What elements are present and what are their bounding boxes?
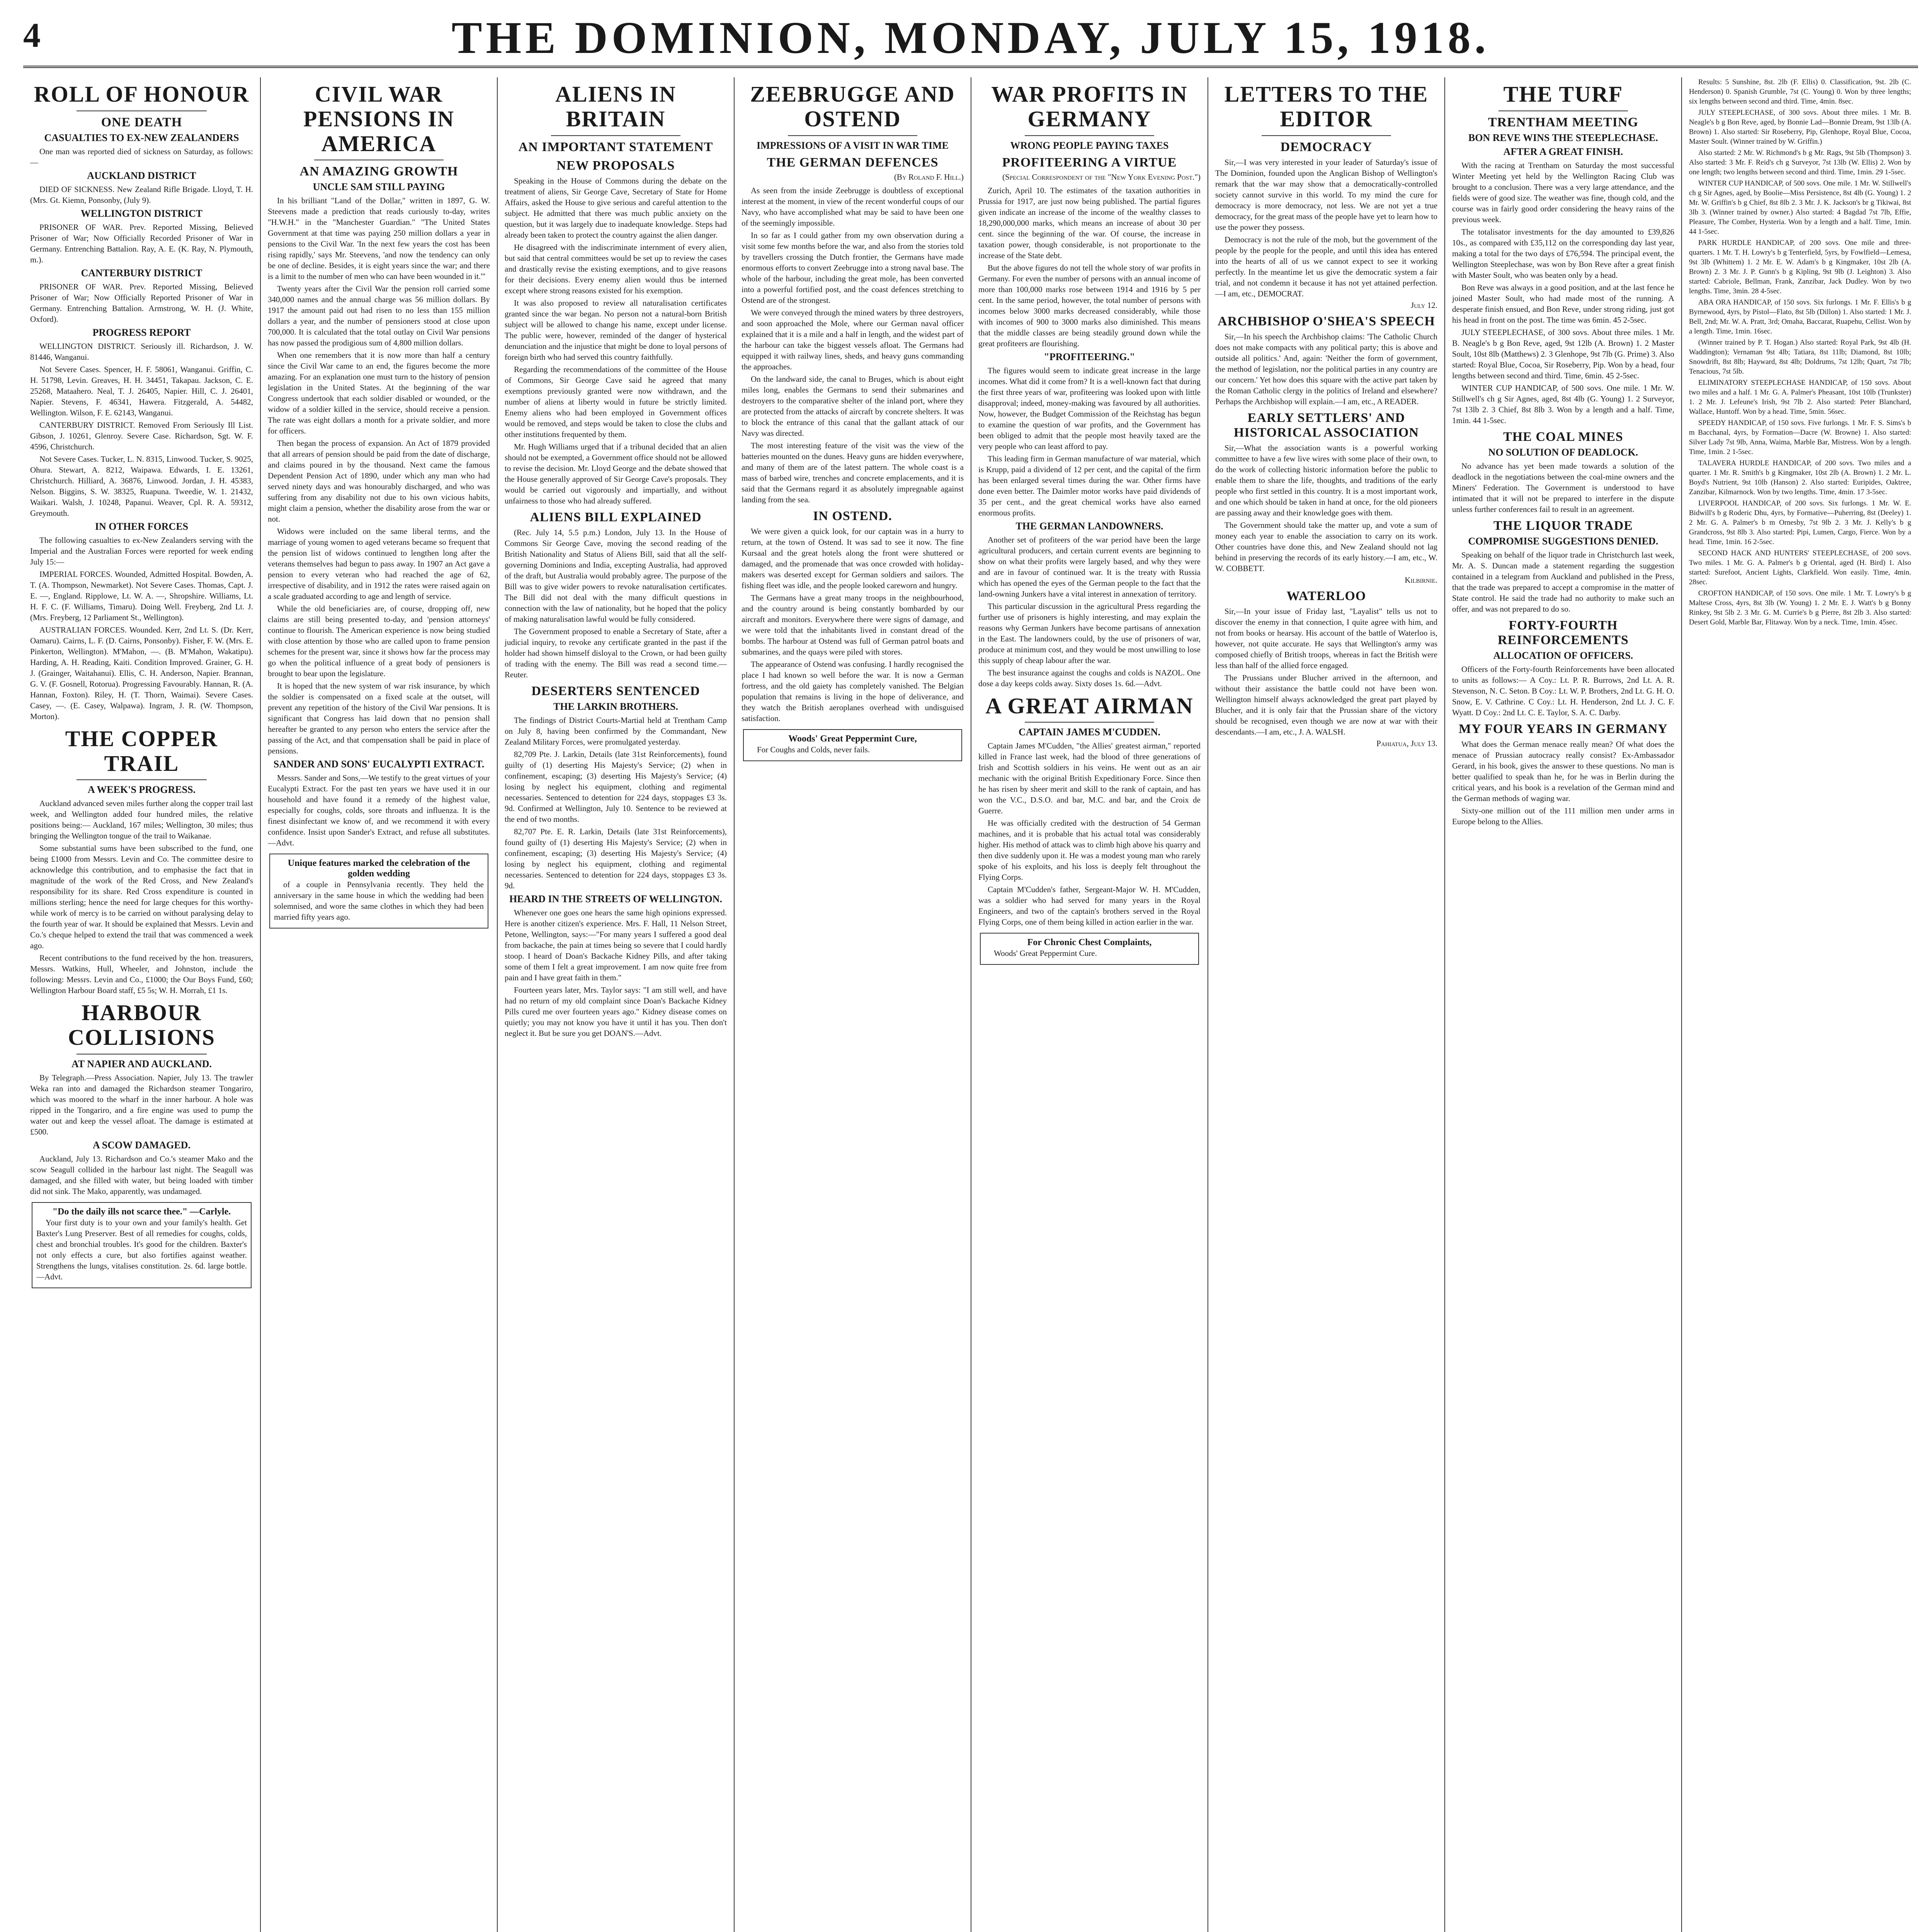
article-paragraph: Sir,—In his speech the Archbishop claims: 'The Catholic Church does not make compacts with any political party; this is above and outside all politics.' And, again: 'Neither the form of government, the method of legislation, nor the political parties in any country are our concern.' Yet how does this square with the active part taken by the Roman Catholic clergy in the politics of Ireland and elsewhere? Perhaps the Archbishop will explain.—I am, etc., A READER. [1215,332,1437,406]
headline-rule [551,135,680,136]
article-section-heading: WRONG PEOPLE PAYING TAXES [1010,139,1169,151]
advertisement [980,933,1199,965]
article-paragraph: Sir,—I was very interested in your leader of Saturday's issue of The Dominion, founded upon the Anglican Bishop of Wellington's remark that the war may show that a democratically-controlled society cannot survive in this world. To my mind the cure for democracy is more democracy, not less. We are not yet a true democracy, for the great mass of the people have yet to learn how to use the power they possess. [1215,157,1437,232]
article-paragraph: Then began the process of expansion. An Act of 1879 provided that all arrears of pension should be paid from the date of discharge, and claims poured in by the thousand. Next came the famous Dependent Pension Act of 1890, under which any man who had served ninety days and was honourably discharged, and who was suffering from any disability not due to his own vicious habits, might claim a pension, whether the disability arose from the war or not. [268,439,490,524]
newspaper-columns [23,77,1918,1932]
article-paragraph: SECOND HACK AND HUNTERS' STEEPLECHASE, of 200 sovs. Two miles. 1 Mr. G. A. Palmer's b g Oriental, aged (H. Bird) 1. Also started: Surefoot, Ancient Lights, Clarkfield. Won easily. Time, 4min. 28sec. [1689,549,1911,586]
article-section-heading: PROGRESS REPORT [92,327,191,338]
article-subheading: DEMOCRACY [1280,139,1372,154]
article-paragraph: Also started: 2 Mr. W. Richmond's b g Mr. Rags, 9st 5lb (Thompson) 3. Also started: 3 Mr. F. Reid's ch g Surveyor, 7st 13lb (W. Ellis) 2. Won by one length; two lengths between second and third. Time, 1min. 29 1-5sec. [1689,149,1911,176]
newspaper-title: THE DOMINION, MONDAY, JULY 15, 1918. [451,12,1490,63]
article-paragraph: Speaking in the House of Commons during the debate on the treatment of aliens, Sir George Cave, Secretary of State for Home Affairs, asked the House to give serious and careful attention to the subject. He admitted that there was much public anxiety on the question, but it was largely due to inadequate knowledge. Steps had already been taken to protect the country against the alien danger. [505,176,727,240]
article-paragraph: We were conveyed through the mined waters by three destroyers, and soon approached the Mole, where our German naval officer explained that it is a mile and a half in length, and the widest part of the harbour can take the biggest vessels afloat. The Germans had equipped it with railway lines, sheds, and heavy guns commanding the approaches. [742,308,964,371]
article-paragraph: The following casualties to ex-New Zealanders serving with the Imperial and the Australian Forces were reported for week ending July 15:— [30,535,253,566]
article-paragraph: ELIMINATORY STEEPLECHASE HANDICAP, of 150 sovs. About two miles and a half. 1 Mr. G. A. Palmer's Pheasant, 10st 10lb (Trunkster) 1. 2 Mr. J. Lefeune's Irish, 9st 7lb 2. Also started: Peter Blanchard, Wallace, Huntoff. Won by a head. Time, 5min. 56sec. [1689,379,1911,416]
article-paragraph: The Government proposed to enable a Secretary of State, after a judicial inquiry, to revoke any certificate granted in the past if the holder had shown himself disloyal to the Crown, or had been guilty of trading with the enemy. The Bill was read a second time.—Reuter. [505,626,727,679]
advertisement-text: Your first duty is to your own and your family's health. Get Baxter's Lung Preserver. Best of all remedies for coughs, colds, chest and bronchial troubles. It's good for the children. Baxter's not only effects a cure, but also fortifies against weather. Strengthens the lungs, vitalises constitution. 2s. 6d. large bottle.—Advt. [36,1218,247,1281]
article-paragraph: As seen from the inside Zeebrugge is doubtless of exceptional interest at the moment, in view of the recent wonderful coups of our Navy, who have accomplished what may be said to have been one of the seemingly impossible. [742,185,964,228]
article-byline: July 12. [1411,300,1437,310]
article-headline: ALIENS IN BRITAIN [555,82,676,131]
article-paragraph: Twenty years after the Civil War the pension roll carried some 340,000 names and the annual charge was 56 million dollars. By 1917 the amount paid out had risen to no less than 155 million dollars a year, and the number of pensioners stood at close upon 700,000. It is calculated that the total outlay on Civil War pensions has now passed the prodigious sum of 4,800 million dollars. [268,284,490,348]
article-paragraph: Recent contributions to the fund received by the hon. treasurers, Messrs. Watkins, Hull, Wheeler, and Johnston, include the following: Messrs. Levin and Co., £1000; the Our Boys Fund, £60; Wellington Harbour Board staff, £5 5s; W. H. Morrah, £1 1s. [30,953,253,995]
advertisement-text: Woods' Great Peppermint Cure. [994,949,1097,958]
article-subheading: THE COAL MINES [1503,429,1623,444]
article-paragraph: AUSTRALIAN FORCES. Wounded. Kerr, 2nd Lt. S. (Dr. Kerr, Oamaru). Cairns, L. F. (D. Cairns, Ponsonby). Fisher, F. W. (Mrs. E. Pinkerton, Wellington). M'Mahon, —. (B. M'Mahon, Wakatipu). Harding, A. H. Reading, Kaiti. Condition Improved. Grainer, G. H. J. (Grainger, Waitahanui). Ellis, C. H. Anderson, Napier. Brannan, G. V. (F. Gosnell, Rotorua). Progressing Favourably. Hannan, R. (A. Hannan, Foxton). Riley, H. (T. Thorn, Waimai). Severe Cases. Casey, —. (E. Casey, Walpawa). Ingram, J. R. (W. Thompson, Morton). [30,625,253,721]
article-section-heading: IN OTHER FORCES [95,520,189,532]
article-section-heading: CASUALTIES TO EX-NEW ZEALANDERS [44,132,239,143]
article-subheading: ARCHBISHOP O'SHEA'S SPEECH [1218,314,1435,328]
article-section-heading: UNCLE SAM STILL PAYING [313,181,445,193]
article-byline: Pahiatua, July 13. [1376,738,1437,748]
article-paragraph: ABA ORA HANDICAP, of 150 sovs. Six furlongs. 1 Mr. F. Ellis's b g Byrnewood, 4yrs, by Pistol—Flato, 8st 5lb (Dillon) 1. Also started: 1 Mr. J. Bell, 2nd; Mr. W. A. Pratt, 3rd; Omaha, Baccarat, Ruapehu, Cellist. Won by a length. Time, 1min. 16sec. [1689,298,1911,335]
article-subheading: PROFITEERING A VIRTUE [1002,155,1177,170]
article-paragraph: Another set of profiteers of the war period have been the large agricultural producers, and certain current events are beginning to show on what their profits were largely based, and why they were and are in favour of continued war. It is the treaty with Russia which has opened the eyes of the German people to the fact that the land-owning Junkers have a vital interest in annexation of territory. [978,535,1201,599]
advertisement [32,1202,252,1288]
article-section-heading: ALLOCATION OF OFFICERS. [1493,650,1633,661]
article-section-heading: BON REVE WINS THE STEEPLECHASE. [1468,132,1658,143]
page-number: 4 [23,16,41,54]
column-8 [1681,77,1918,1932]
column-1 [23,77,260,1932]
article-section-heading: HEARD IN THE STREETS OF WELLINGTON. [509,893,722,905]
article-subheading: TRENTHAM MEETING [1488,115,1639,129]
article-paragraph: It is hoped that the new system of war risk insurance, by which the soldier is compensated on a fixed scale at the outset, will prevent any repetition of the history of the Civil War pensions. It is significant that Congress has laid down that no pension shall hereafter be granted to any person who enters the service after the passing of the Act, and that compensation shall be paid in place of pensions. [268,681,490,756]
article-section-heading: THE GERMAN LANDOWNERS. [1015,520,1163,532]
article-headline: LETTERS TO THE EDITOR [1224,82,1429,131]
article-paragraph: 82,709 Pte. J. Larkin, Details (late 31st Reinforcements), found guilty of (1) deserting His Majesty's Service; (2) when in confinement, escaping; (3) deserting His Majesty's Service; (4) losing by neglect his equipment, clothing and regimental necessaries. Sentenced to detention for 224 days, stoppages £3 3s. 9d. Confirmed at Wellington, July 10. Sentence to be reviewed at the end of two months. [505,749,727,824]
article-subheading: NEW PROPOSALS [556,158,675,173]
article-subheading: WATERLOO [1286,588,1366,603]
article-paragraph: On the landward side, the canal to Bruges, which is about eight miles long, enables the Germans to send their submarines and destroyers to the comparative shelter of the inland port, where they are protected from the attacks of aircraft by concrete shelters. It was to block the entrance of this canal that the gallant attack of our Navy was directed. [742,374,964,438]
article-subheading: ONE DEATH [101,115,182,129]
article-headline: ROLL OF HONOUR [34,82,250,107]
article-paragraph: DIED OF SICKNESS. New Zealand Rifle Brigade. Lloyd, T. H. (Mrs. Gt. Kiemn, Ponsonby, (July 9). [30,184,253,205]
article-paragraph: Democracy is not the rule of the mob, but the government of the people by the people for the people, and until this idea has entered into the hearts of all of us we cannot expect to see it working perfectly. In the meantime let us give the democratic system a fair trial, and not condemn it because it has not yet attained perfection.—I am, etc., DEMOCRAT. [1215,235,1437,298]
headline-rule [788,135,917,136]
article-section-heading: A SCOW DAMAGED. [92,1139,191,1151]
headline-rule [1025,135,1154,136]
article-paragraph: The appearance of Ostend was confusing. I hardly recognised the place I had known so well before the war. It is now a German fortress, and the old gaiety has completely vanished. The Belgian population that remains is living in the hope of deliverance, and they watch the British aeroplanes overhead with undisguised satisfaction. [742,659,964,723]
article-paragraph: (Winner trained by P. T. Hogan.) Also started: Royal Park, 9st 4lb (H. Waddington); Vernaman 9st 4lb; Tatiara, 8st 11lb; Diamond, 8st 10lb; Snowdrift, 8st 8lb; Hayward, 8st 4lb; Doldrums, 7st 12lb; Quart, 7st 7lb; Tenacious, 7st 5lb. [1689,338,1911,376]
article-paragraph: When one remembers that it is now more than half a century since the Civil War came to an end, the figures become the more amazing. For an explanation one must turn to the history of pension legislation in the United States. At the beginning of the war Congress undertook that each soldier disabled or wounded, or the widow of a soldier killed in the service, should receive a pension. The rate was eight dollars a month for a private soldier, and more for officers. [268,350,490,436]
article-paragraph: Officers of the Forty-fourth Reinforcements have been allocated to units as follows:— A Coy.: Lt. P. R. Burrows, 2nd Lt. A. R. Stevenson, N. C. Seton. B Coy.: Lt. W. P. Brothers, 2nd Lt. G. H. O. Snow, E. V. Cathrine. C Coy.: Lt. H. Henderson, 2nd Lt. J. C. F. Wyatt. D Coy.: 2nd Lt. C. E. Taylor, S. A. C. Darby. [1452,664,1674,717]
article-paragraph: PARK HURDLE HANDICAP, of 200 sovs. One mile and three-quarters. 1 Mr. T. H. Lowry's b g Tenterfield, 5yrs, by Fowlfield—Lemesa, 9st 3lb (Whittem) 1. 2 Mr. E. W. Adam's b g Kingmaker, 10st 2lb (A. Brown) 2. 3 Mr. J. P. Gunn's b g Kipling, 9st 9lb (J. Leighton) 3. Also started: Cabriole, Bellman, Frank, Zanzibar, Jack Dudley. Won by two lengths. Time, 3min. 28 4-5sec. [1689,239,1911,295]
advertisement-text: For Coughs and Colds, never fails. [757,745,870,754]
article-paragraph: Sir,—In your issue of Friday last, "Layalist" tells us not to discover the enemy in that connection, I quite agree with him, and not from books or hearsay. His account of the battle of Waterloo is, however, not quite accurate. He says that Wellington's army was composed chiefly of British troops, whereas in fact the British were less than half of the allied force engaged. [1215,606,1437,670]
article-section-heading: WELLINGTON DISTRICT [80,207,203,219]
article-paragraph: But the above figures do not tell the whole story of war profits in Germany. For even the number of persons with an annual income of more than 100,000 marks rose between 1914 and 1916 by 5 per cent. In the same period, however, the total number of persons with incomes below 3000 marks decreased considerably, while those with incomes of 900 to 3000 marks also diminished. This means that the middle classes are being steadily ground down while the great profiteers are flourishing. [978,263,1201,348]
advertisement-text: of a couple in Pennsylvania recently. They held the anniversary in the same house in which the wedding had been solemnised, and wore the same clothes in which they had been married fifty years ago. [274,880,484,922]
article-paragraph: We were given a quick look, for our captain was in a hurry to return, at the town of Ostend. It was sad to see it now. The fine Kursaal and the great hotels along the front were shuttered or damaged, and the promenade that was once crowded with holiday-makers was deserted except for German soldiers and sailors. The fishing fleet was idle, and the people looked careworn and hungry. [742,526,964,590]
article-paragraph: This particular discussion in the agricultural Press regarding the further use of prisoners is highly interesting, and may explain the reasons why German Junkers have become partisans of annexation in the East. The landowners could, by the use of prisoners of war, produce at minimum cost, and they would be most unwilling to lose this supply of cheap labour after the war. [978,601,1201,665]
article-paragraph: Results: 5 Sunshine, 8st. 2lb (F. Ellis) 0. Classification, 9st. 2lb (C. Henderson) 0. Spanish Grumble, 7st (C. Young) 0. Won by three lengths; six lengths between second and third. Time, 4min. 8sec. [1689,78,1911,105]
article-paragraph: CROFTON HANDICAP, of 150 sovs. One mile. 1 Mr. T. Lowry's b g Maltese Cross, 4yrs, 8st 3lb (W. Young) 1. 2 Mr. E. J. Watt's b g Bonny Rinkey, 9st 5lb 2. 3 Mr. G. M. Currie's b g Pierre, 8st 2lb 3. Also started: Desert Gold, Marble Bar, Flitaway. Won by a neck. Time, 1min. 45sec. [1689,589,1911,626]
advertisement-heading: Woods' Great Peppermint Cure, [788,733,917,744]
column-5 [971,77,1208,1932]
article-subheading: THE GERMAN DEFENCES [767,155,939,170]
article-headline: A GREAT AIRMAN [985,693,1194,718]
article-paragraph: The best insurance against the coughs and colds is NAZOL. One dose a day keeps colds away. Sixty doses 1s. 6d.—Advt. [978,668,1201,688]
article-paragraph: This leading firm in German manufacture of war material, which is Krupp, paid a dividend of 12 per cent, and the capital of the firm has been enlarged several times during the war. Other firms have done even better. The Daimler motor works have paid dividends of 35 per cent., and the great chemical works have also earned enormous profits. [978,454,1201,517]
article-headline: ZEEBRUGGE AND OSTEND [750,82,955,131]
column-3 [497,77,734,1932]
article-section-heading: "PROFITEERING." [1044,351,1135,362]
article-paragraph: CANTERBURY DISTRICT. Removed From Seriously Ill List. Gibson, J. 10261, Glenroy. Severe Case. Richardson, Sgt. W. F. 4596, Christchurch. [30,420,253,451]
article-headline: WAR PROFITS IN GERMANY [991,82,1188,131]
article-paragraph: Captain James M'Cudden, "the Allies' greatest airman," reported killed in France last week, had the blood of three generations of Irish and Scottish soldiers in his veins. He went out as an air mechanic with the original British Expeditionary Force. Since then he has risen by sheer merit and skill to the rank of captain, and has won the V.C., D.S.O. and bar, M.C. and bar, and the Croix de Guerre. [978,741,1201,816]
article-paragraph: PRISONER OF WAR. Prev. Reported Missing, Believed Prisoner of War; Now Officially Reported Prisoner of War in Germany. Entrenching Battalion. Armstrong, W. H. (J. White, Oxford). [30,282,253,324]
article-paragraph: In so far as I could gather from my own observation during a visit some few months before the war, and also from the stories told by travellers crossing the Dutch frontier, the Germans have made enormous efforts to convert Zeebrugge into a strong naval base. The whole of the harbour, including the great mole, has been converted into a powerful fortified post, and the coast defences stretching to Ostend are of the strongest. [742,230,964,305]
column-4 [734,77,971,1932]
advertisement [743,729,962,761]
article-paragraph: (Rec. July 14, 5.5 p.m.) London, July 13. In the House of Commons Sir George Cave, moving the second reading of the British Nationality and Status of Aliens Bill, said that all the self-governing Dominions and India, excepting Australia, had approved of the draft, but Australia would probably agree. The purpose of the Bill was to give wider powers to revoke naturalisation certificates. The Bill did not deal with the many difficult questions in connection with the law of nationality, but he hoped that the policy of making naturalisation lawful would be fully considered. [505,527,727,624]
article-paragraph: The Prussians under Blucher arrived in the afternoon, and without their assistance the battle could not have been won. Wellington himself always acknowledged the great part played by Blucher, and it is only fair that the Prussian share of the victory should be recognised, even though we are now at war with their descendants.—I am, etc., J. A. WALSH. [1215,673,1437,736]
article-paragraph: JULY STEEPLECHASE, of 300 sovs. About three miles. 1 Mr. B. Neagle's b g Bon Reve, aged, by Bonnie Lad—Bonnie Dream, 9st 13lb (A. Brown) 1. Also started: Sir Roseberry, Pip, Glenhope, Royal Blue, Cocoa, Master Soult. (Winner trained by W. Griffin.) [1689,109,1911,146]
article-paragraph: Not Severe Cases. Tucker, L. N. 8315, Linwood. Tucker, S. 9025, Ohura. Stewart, A. 8212, Waipawa. Edwards, I. E. 13261, Christchurch. Hilliard, A. 36876, Linwood. Jordan, J. H. 45383, Nelson. Biggins, S. W. 38325, Ruapuna. Tweedie, W. 1. 21432, Waikari. Walsh, J. 10248, Papanui. Weaver, Cpl. R. A. 59312, Greymouth. [30,454,253,518]
article-paragraph: Sixty-one million out of the 111 million men under arms in Europe belong to the Allies. [1452,806,1674,826]
article-paragraph: The totalisator investments for the day amounted to £39,826 10s., as compared with £35,112 on the corresponding day last year, making a total for the two days of £76,594. The principal event, the Wellington Steeplechase, was won by Bon Reve after a great finish with Master Soult, who was beaten only by a head. [1452,227,1674,280]
article-section-heading: CAPTAIN JAMES M'CUDDEN. [1018,726,1161,738]
article-paragraph: The figures would seem to indicate great increase in the large incomes. What did it come from? It is a well-known fact that during the first three years of war, profiteering was looked upon with little disapproval; indeed, money-making was favoured by all authorities. Now, however, the Budget Commission of the Reichstag has begun to examine the question of war profits, and the Government has been obliged to admit that the people most heavily taxed are the very people who can least afford to pay. [978,366,1201,451]
article-paragraph: The Government should take the matter up, and vote a sum of money each year to enable the association to carry on its work. Other countries have done this, and New Zealand should not lag behind in preserving the records of its early history.—I am, etc., W. W. COBBETT. [1215,520,1437,573]
article-paragraph: What does the German menace really mean? Of what does the menace of Prussian autocracy really consist? Ex-Ambassador Gerard, in his book, gives the answer to these questions. No man is better qualified to speak than he, for he was in Berlin during the critical years, and his book is a revelation of the German mind and the German methods of waging war. [1452,739,1674,803]
article-paragraph: It was also proposed to review all naturalisation certificates granted since the war began. No person not a natural-born British subject will be allowed to change his name, except under license. The public were, however, reminded of the danger of hysterical denunciation and the injustice that might be done to loyal persons of foreign birth who had served this country faithfully. [505,298,727,362]
article-paragraph: Speaking on behalf of the liquor trade in Christchurch last week, Mr. A. S. Duncan made a statement regarding the suggestion contained in a telegram from Auckland and published in the Press, that the trade was prepared to accept a compromise in the matter of State control. He said the trade had no authority to make such an offer, and was not prepared to do so. [1452,550,1674,614]
article-byline: (By Roland F. Hill.) [894,172,964,182]
article-paragraph: One man was reported died of sickness on Saturday, as follows:— [30,146,253,167]
article-section-heading: AT NAPIER AND AUCKLAND. [71,1058,212,1070]
article-section-heading: A WEEK'S PROGRESS. [87,784,196,796]
article-paragraph: Auckland, July 13. Richardson and Co.'s steamer Mako and the scow Seagull collided in the harbour last night. The Seagull was damaged, and she filled with water, but being loaded with timber did not sink. The Mako, apparently, was undamaged. [30,1154,253,1196]
article-paragraph: JULY STEEPLECHASE, of 300 sovs. About three miles. 1 Mr. B. Neagle's b g Bon Reve, aged, 9st 12lb (A. Brown) 1. 2 Master Soult, 10st 8lb (Matthews) 2. 3 Glenhope, 9st 7lb (G. Prime) 3. Also started: Royal Blue, Cocoa, Sir Roseberry, Pip. Won by a head, four lengths between second and third. Time, 6min. 45 2-5sec. [1452,327,1674,380]
article-paragraph: WINTER CUP HANDICAP, of 500 sovs. One mile. 1 Mr. W. Stillwell's ch g Sir Agnes, aged, 8st 4lb (G. Young) 1. 2 Surveyor, 7st 13lb 2. 3 Chief, 8st 8lb 3. Won by a length and a half. Time, 1min. 44 1-5sec. [1452,383,1674,425]
article-paragraph: Sir,—What the association wants is a powerful working committee to have a few live wires with some place of their own, to do the work of collecting historic information before the public to enable them to share the life, thoughts, and traditions of the early people who first settled in this country. It is a most important work, and one which should be taken in hand at once, for the old pioneers are passing away and their knowledge goes with them. [1215,443,1437,517]
article-paragraph: PRISONER OF WAR. Prev. Reported Missing, Believed Prisoner of War; Now Officially Recorded Prisoner of War in Germany. Entrenching Battalion. Ray, A. E. (K. Ray, N. Plymouth, m.). [30,222,253,264]
article-paragraph: By Telegraph.—Press Association. Napier, July 13. The trawler Weka ran into and damaged the Richardson steamer Tongariro, which was moored to the wharf in the inner harbour. A hole was ripped in the Tongariro, and a fire engine was used to pump the water out and keep the vessel afloat. The damage is estimated at £500. [30,1073,253,1136]
article-paragraph: Whenever one goes one hears the same high opinions expressed. Here is another citizen's experience. Mrs. F. Hall, 11 Nelson Street, Petone, Wellington, says:—"For many years I suffered a good deal from backache, the pain at times being so severe that I could hardly stoop. I heard of Doan's Backache Kidney Pills, and after taking some of them I felt a great improvement. I am now quite free from pain and I have great faith in them." [505,908,727,982]
article-paragraph: He was officially credited with the destruction of 54 German machines, and it is probable that his actual total was considerably higher. His method of attack was to climb high above his quarry and then dive suddenly upon it. He was a modest young man who rarely spoke of his exploits, and his loss is deeply felt throughout the Flying Corps. [978,818,1201,882]
article-section-heading: IMPRESSIONS OF A VISIT IN WAR TIME [756,139,949,151]
advertisement-heading: For Chronic Chest Complaints, [1027,937,1152,948]
article-paragraph: The findings of District Courts-Martial held at Trentham Camp on July 8, having been confirmed by the Commandant, New Zealand Military Forces, were promulgated yesterday. [505,715,727,747]
article-subheading: FORTY-FOURTH REINFORCEMENTS [1498,618,1629,647]
article-paragraph: Not Severe Cases. Spencer, H. F. 58061, Wanganui. Griffin, C. H. 51798, Levin. Greaves, H. H. 34451, Takapau. Jackson, C. E. 25268, Mataahero. Neal, T. J. 26405, Napier. Hill, C. J. 26401, Napier. Stevens, F. 46341, Hawera. Fitzgerald, A. 54482, Wellington. Wilson, F. E. 62143, Wanganui. [30,364,253,417]
article-headline: THE TURF [1503,82,1623,107]
article-headline: HARBOUR COLLISIONS [68,1000,216,1050]
advertisement [269,854,488,929]
article-subheading: DESERTERS SENTENCED [531,684,700,698]
headline-rule [1025,722,1154,723]
masthead [23,8,1918,68]
article-paragraph: WELLINGTON DISTRICT. Seriously ill. Richardson, J. W. 81446, Wanganui. [30,341,253,362]
article-section-heading: AUCKLAND DISTRICT [87,170,196,181]
article-paragraph: 82,707 Pte. E. R. Larkin, Details (late 31st Reinforcements), found guilty of (1) deserting His Majesty's Service; (2) when in confinement, escaping; (3) deserting His Majesty's Service; (4) losing by neglect his equipment, clothing and regimental necessaries. Sentenced to detention for 224 days, stoppages £3 3s. 9d. [505,827,727,890]
article-subheading: ALIENS BILL EXPLAINED [530,510,702,524]
article-headline: THE COPPER TRAIL [65,726,218,776]
article-paragraph: Zurich, April 10. The estimates of the taxation authorities in Prussia for 1917, are just now being published. The partial figures given indicate an increase of the income of the wealthy classes to 18,290,000,000 marks, which means an increase of about 30 per cent. since the beginning of the war. Of course, the increase in taxation power, though considerable, is not proportionate to the increase of the State debt. [978,185,1201,260]
article-paragraph: SPEEDY HANDICAP, of 150 sovs. Five furlongs. 1 Mr. F. S. Sims's b m Bacchanal, 4yrs, by Formation—Dacre (W. Browne) 1. Also started: Silver Lady 7st 9lb, Anna, Waima, Marble Bar, Mistress. Won by a length. Time, 1min. 2 1-5sec. [1689,419,1911,456]
article-paragraph: Captain M'Cudden's father, Sergeant-Major W. H. M'Cudden, was a soldier who had served for many years in the Royal Engineers, and two of the captain's brothers served in the Royal Flying Corps, one of them being killed in action earlier in the war. [978,885,1201,927]
column-2 [260,77,497,1932]
article-paragraph: Auckland advanced seven miles further along the copper trail last week, and Wellington added four hundred miles, the relative positions being:— Auckland, 167 miles; Wellington, 30 miles; thus bringing the Wellington tongue of the trail to Waikanae. [30,799,253,841]
article-subheading: IN OSTEND. [813,509,892,523]
article-paragraph: Regarding the recommendations of the committee of the House of Commons, Sir George Cave said he agreed that many exemptions previously granted were now withdrawn, and the number of aliens at liberty would in future be strictly limited. Enemy aliens who had been employed in Government offices would be removed, and steps would be taken to close the clubs and other institutions frequented by them. [505,364,727,439]
article-paragraph: He disagreed with the indiscriminate internment of every alien, but said that central committees would be set up to review the cases and drastically revise the existing exemptions, and to give reasons for their decisions. Every enemy alien would thus be interned except where strong reasons existed for his exemption. [505,242,727,295]
article-section-heading: COMPROMISE SUGGESTIONS DENIED. [1468,535,1658,547]
article-subheading: AN AMAZING GROWTH [299,164,458,179]
article-paragraph: LIVERPOOL HANDICAP, of 200 sovs. Six furlongs. 1 Mr. W. E. Bidwill's b g Roderic Dhu, 4yrs, by Formative—Puherring, 8st (Deeley) 1. 2 Mr. G. A. Palmer's b m Ornesby, 7st 9lb 2. 3 Mr. J. Kelly's b g Grandcross, 9st 8lb 3. Also started: Pipi, Lumen, Cargo, Fierce. Won by a head. Time, 1min. 16 2-5sec. [1689,499,1911,546]
column-6 [1208,77,1444,1932]
advertisement-heading: "Do the daily ills not scarce thee." —Carlyle. [52,1206,231,1217]
article-paragraph: The most interesting feature of the visit was the view of the batteries mounted on the dunes. Heavy guns are hidden everywhere, and many of them are of the latest pattern. The whole coast is a mass of barbed wire, trenches and concrete emplacements, and it is said that the Germans regard it as absolutely impregnable against landing from the sea. [742,440,964,504]
article-paragraph: Mr. Hugh Williams urged that if a tribunal decided that an alien should not be exempted, a Government office should not be allowed to revise the decision. Mr. Lloyd George and the debate showed that the House generally approved of Sir George Cave's proposals. They would be carried out vigorously and impartially, and without unfairness to those who had already suffered. [505,442,727,505]
article-section-heading: CANTERBURY DISTRICT [81,267,202,279]
article-paragraph: Bon Reve was always in a good position, and at the last fence he joined Master Soult, who had made most of the running. A desperate finish ensued, and Bon Reve, under strong riding, just got his head in front on the post. The time was 6min. 45 2-5sec. [1452,282,1674,325]
article-byline: (Special Correspondent of the "New York Evening Post.") [1002,172,1201,182]
article-paragraph: WINTER CUP HANDICAP, of 500 sovs. One mile. 1 Mr. W. Stillwell's ch g Sir Agnes, aged, by Boolie—Miss Persistence, 8st 4lb (G. Young) 1. 2 Mr. W. Griffin's b g Chief, 8st 8lb 2. 3 Mr. J. K. Jackson's br g Tikiwai, 8st 3lb 3. (Winner trained by owner.) Also started: 4 Bagdad 7st 7lb, Effie, Pleasure, The Comber, Hysteria. Won by a length and a half. Time, 1min. 44 1-5sec. [1689,179,1911,236]
article-byline: Kilbirnie. [1405,575,1437,585]
advertisement-heading: Unique features marked the celebration of the golden wedding [287,858,470,879]
article-section-heading: THE LARKIN BROTHERS. [553,701,678,712]
article-section-heading: AFTER A GREAT FINISH. [1503,146,1623,157]
article-paragraph: The Germans have a great many troops in the neighbourhood, and the country around is being constantly bombarded by our aircraft and monitors. Everywhere there were signs of damage, and we were told that the inhabitants lived in constant dread of the bombs. The harbour at Ostend was full of German patrol boats and submarines, and the quays were piled with stores. [742,593,964,656]
article-paragraph: IMPERIAL FORCES. Wounded, Admitted Hospital. Bowden, A. T. (A. Thompson, Newmarket). Not Severe Cases. Thomas, Capt. J. E. —, England. Ripplowe, Lt. W. A. —, Shropshire. Williams, Lt. H. F. C. (F. Williams, Timaru). Doing Well. Freyberg, 2nd Lt. J. (Mrs. Freyberg, 12 Parliament St., Wellington). [30,569,253,622]
article-paragraph: TALAVERA HURDLE HANDICAP, of 200 sovs. Two miles and a quarter. 1 Mr. R. Smith's b g Kingmaker, 10st 2lb (A. Brown) 1. 2 Mr. L. Boyd's Nutrient, 9st 10lb (Hanson) 2. Also started: Euripides, Oaktree, Zanzibar, Kilmarnock. Won by two lengths. Time, 4min. 17 3-5sec. [1689,459,1911,496]
column-7 [1444,77,1681,1932]
headline-rule [1262,135,1391,136]
article-paragraph: With the racing at Trentham on Saturday the most successful Winter Meeting yet held by the Wellington Racing Club was brought to a conclusion. There was a very large attendance, and the fields were of good size. The weather was fine, though cold, and the course was in fairly good order considering the heavy rains of the previous week. [1452,160,1674,224]
article-paragraph: Fourteen years later, Mrs. Taylor says: "I am still well, and have had no return of my old complaint since Doan's Backache Kidney Pills cured me over fourteen years ago." Kidney disease comes on quietly; you may not know you have it until it has you. Then don't neglect it. But be sure you get DOAN'S.—Advt. [505,985,727,1038]
article-paragraph: In his brilliant "Land of the Dollar," written in 1897, G. W. Steevens made a prediction that reads curiously to-day, writes "H.W.H." in the "Manchester Guardian." "The United States Government at that time was paying 250 million dollars a year in pensions to the Civil War. 'In the next few years the cost has been rising rapidly,' says Mr. Steevens, 'and now the tendency can only be one of decline. Besides, it is eight years since the war; and there is a limit to the number of men who can have been wounded in it.'" [268,196,490,281]
article-section-heading: NO SOLUTION OF DEADLOCK. [1488,446,1638,458]
article-subheading: AN IMPORTANT STATEMENT [518,139,713,154]
article-paragraph: Messrs. Sander and Sons,—We testify to the great virtues of your Eucalypti Extract. For the past ten years we have used it in our household and have found it a remedy of the highest value, especially for coughs, colds, sore throats and influenza. It is the finest disinfectant we know of, and we recommend it with every confidence. Insist upon Sander's Extract, and refuse all substitutes.—Advt. [268,773,490,848]
article-subheading: THE LIQUOR TRADE [1493,518,1633,533]
article-section-heading: SANDER AND SONS' EUCALYPTI EXTRACT. [273,759,485,770]
article-paragraph: No advance has yet been made towards a solution of the deadlock in the negotiations between the coal-mine owners and the Miners' Federation. The Government is understood to have intimated that it will not be prepared to interfere in the dispute unless further conferences fail to result in an agreement. [1452,461,1674,514]
article-paragraph: Widows were included on the same liberal terms, and the marriage of young women to aged veterans became so frequent that the pension list of widows continued to lengthen long after the veterans themselves had begun to pass away. In 1907 an Act gave a pension to every veteran who had reached the age of 62, irrespective of disability, and in 1912 the rates were raised again on a scale graduated according to age and length of service. [268,527,490,601]
article-subheading: MY FOUR YEARS IN GERMANY [1459,721,1668,736]
article-paragraph: While the old beneficiaries are, of course, dropping off, new claims are still being presented to-day, and 'pension attorneys' continue to flourish. The American experience is now being studied with close attention by those who are called upon to frame pension schemes for the present war, since it shows how far the process may go when the political influence of a great body of pensioners is brought to bear upon the legislature. [268,604,490,679]
article-subheading: EARLY SETTLERS' AND HISTORICAL ASSOCIATION [1234,410,1419,440]
article-headline: CIVIL WAR PENSIONS IN AMERICA [303,82,455,156]
headline-rule [77,779,207,780]
article-paragraph: Some substantial sums have been subscribed to the fund, one being £1000 from Messrs. Levin and Co. The committee desire to acknowledge this contribution, and to emphasise the fact that in magnitude of the work of the Red Cross, and New Zealand's responsibility for its share. Red Cross expenditure is counted in millions sterling; hence the need for large cheques for this worthy-while work of mercy is to be carried on without paralysing delay to the fourth year of war. It should be explained that Messrs. Levin and Co.'s cheque helped to extend the trail that was commenced a week ago. [30,844,253,951]
